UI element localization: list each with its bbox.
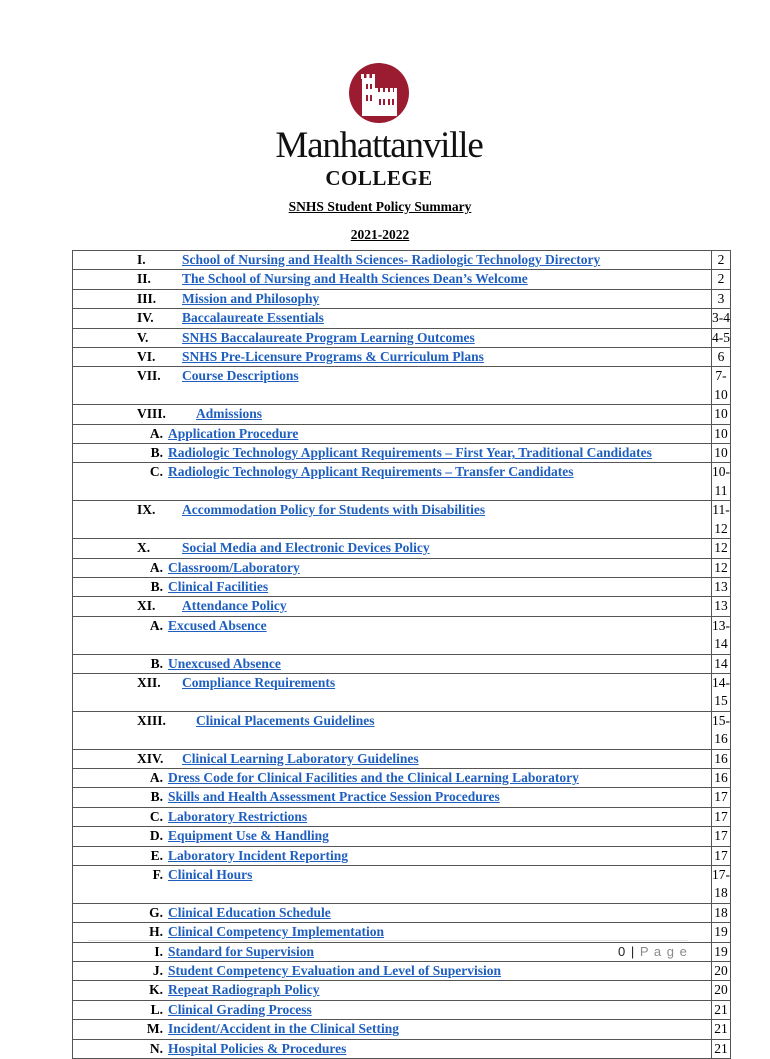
toc-entry	[73, 749, 712, 768]
toc-entry-number: I.	[137, 252, 146, 267]
toc-entry-number: M.	[146, 1021, 163, 1037]
toc-row	[73, 962, 731, 981]
toc-entry	[73, 289, 712, 308]
toc-entry	[73, 444, 712, 463]
toc-entry-number: G.	[149, 904, 163, 920]
toc-entry	[73, 348, 712, 367]
toc-page-number: 2	[712, 251, 731, 270]
toc-entry-link[interactable]: Social Media and Electronic Devices Policy	[182, 540, 430, 556]
toc-entry-number: N.	[149, 1040, 163, 1056]
toc-row	[73, 827, 731, 846]
toc-page-number: 10	[712, 405, 731, 424]
toc-entry-link[interactable]: Clinical Placements Guidelines	[196, 712, 375, 728]
toc-entry-number: L.	[150, 1001, 163, 1017]
toc-entry-link[interactable]: Accommodation Policy for Students with Disabilities	[182, 502, 486, 518]
toc-entry-number: K.	[149, 982, 163, 998]
toc-entry-number: V.	[137, 329, 149, 345]
toc-entry-link[interactable]: Skills and Health Assessment Practice Session Procedures	[168, 789, 500, 805]
toc-entry	[73, 367, 712, 405]
toc-row	[73, 616, 731, 654]
toc-row	[73, 558, 731, 577]
toc-entry-number: F.	[152, 867, 163, 882]
toc-entry	[73, 1020, 712, 1039]
toc-entry	[73, 903, 712, 922]
toc-entry	[73, 424, 712, 443]
toc-entry-number: A.	[149, 769, 163, 785]
toc-page-number: 20	[712, 981, 731, 1000]
toc-row	[73, 328, 731, 347]
toc-row	[73, 463, 731, 501]
page-footer	[618, 944, 688, 959]
toc-page-number: 17	[712, 846, 731, 865]
toc-entry-number: IX.	[137, 502, 156, 518]
toc-entry-number: H.	[149, 924, 163, 940]
toc-entry	[73, 463, 712, 501]
toc-row	[73, 903, 731, 922]
toc-entry-number: VII.	[137, 368, 161, 384]
toc-page-number: 18	[712, 903, 731, 922]
toc-page-number: 10	[712, 444, 731, 463]
toc-entry-number: A.	[149, 425, 163, 441]
toc-page-number: 19	[712, 942, 731, 961]
toc-entry-number: B.	[150, 789, 163, 805]
toc-entry-link[interactable]: School of Nursing and Health Sciences- Radiologic Technology Directory	[182, 252, 601, 267]
toc-entry	[73, 251, 712, 270]
toc-entry-link[interactable]: The School of Nursing and Health Sciences Dean’s Welcome	[182, 271, 528, 287]
toc-row	[73, 501, 731, 539]
toc-page-number: 16	[712, 749, 731, 768]
toc-entry	[73, 711, 712, 749]
toc-row	[73, 788, 731, 807]
toc-page-number: 10-11	[712, 463, 731, 501]
toc-page-number: 3-4	[712, 309, 731, 328]
college-name: Manhattanville	[275, 125, 483, 166]
toc-page-number: 17	[712, 788, 731, 807]
toc-entry-link[interactable]: Repeat Radiograph Policy	[168, 982, 320, 998]
toc-entry-link[interactable]: Radiologic Technology Applicant Requirements – First Year, Traditional Candidates	[168, 445, 652, 461]
toc-entry	[73, 616, 712, 654]
toc-page-number: 13	[712, 597, 731, 616]
toc-entry	[73, 501, 712, 539]
page-number: 0	[618, 944, 627, 959]
toc-page-number: 16	[712, 768, 731, 787]
toc-page-number: 21	[712, 1039, 731, 1058]
toc-entry-link[interactable]: Student Competency Evaluation and Level of Supervision	[168, 963, 502, 979]
toc-page-number: 12	[712, 558, 731, 577]
toc-row	[73, 749, 731, 768]
toc-page-number: 10	[712, 424, 731, 443]
toc-entry-link[interactable]: Hospital Policies & Procedures	[168, 1040, 347, 1056]
toc-entry-number: I.	[154, 943, 163, 959]
toc-row	[73, 309, 731, 328]
toc-entry-link[interactable]: Radiologic Technology Applicant Requirements – Transfer Candidates	[168, 464, 574, 480]
toc-entry	[73, 654, 712, 673]
toc-row	[73, 866, 731, 904]
toc-entry-link[interactable]: Attendance Policy	[182, 598, 287, 614]
toc-page-number: 20	[712, 962, 731, 981]
toc-entry	[73, 942, 712, 961]
toc-entry-link[interactable]: Baccalaureate Essentials	[182, 310, 324, 326]
toc-entry-link[interactable]: Mission and Philosophy	[182, 290, 320, 306]
toc-entry-number: E.	[150, 847, 163, 863]
toc-row	[73, 251, 731, 270]
toc-entry-number: VIII.	[137, 406, 166, 422]
toc-entry-number: B.	[150, 445, 163, 461]
toc-entry-number: III.	[137, 290, 157, 306]
toc-entry	[73, 558, 712, 577]
toc-row	[73, 711, 731, 749]
toc-entry-link[interactable]: Clinical Learning Laboratory Guidelines	[182, 750, 419, 766]
toc-page-number: 11-12	[712, 501, 731, 539]
toc-entry-link[interactable]: Dress Code for Clinical Facilities and the Clinical Learning Laboratory	[168, 769, 579, 785]
toc-page-number: 4-5	[712, 328, 731, 347]
toc-page-number: 17-18	[712, 866, 731, 904]
toc-entry-link[interactable]: Incident/Accident in the Clinical Setting	[168, 1021, 400, 1037]
toc-row	[73, 424, 731, 443]
toc-entry-link[interactable]: Clinical Hours	[168, 867, 253, 882]
toc-page-number: 15-16	[712, 711, 731, 749]
toc-entry-link[interactable]: Clinical Grading Process	[168, 1001, 312, 1017]
toc-page-number: 17	[712, 827, 731, 846]
toc-page-number: 14-15	[712, 673, 731, 711]
toc-entry-number: II.	[137, 271, 151, 287]
toc-entry-link[interactable]: Equipment Use & Handling	[168, 828, 329, 844]
toc-entry-number: D.	[149, 828, 163, 844]
document-title: SNHS Student Policy Summary	[288, 199, 472, 214]
toc-entry-number: A.	[149, 617, 163, 633]
toc-entry-link[interactable]: Laboratory Incident Reporting	[168, 847, 348, 863]
toc-entry-link[interactable]: Compliance Requirements	[182, 674, 336, 690]
toc-entry-number: VI.	[137, 349, 156, 365]
toc-entry	[73, 866, 712, 904]
toc-page-number: 17	[712, 807, 731, 826]
toc-row	[73, 1020, 731, 1039]
college-logo	[248, 62, 518, 192]
toc-page-number: 21	[712, 1000, 731, 1019]
toc-row	[73, 539, 731, 558]
toc-entry	[73, 827, 712, 846]
toc-row	[73, 597, 731, 616]
toc-entry-number: XIV.	[137, 750, 164, 766]
toc-page-number: 19	[712, 923, 731, 942]
toc-entry-number: XI.	[137, 598, 156, 614]
castle-seal-icon	[348, 62, 410, 124]
toc-entry	[73, 270, 712, 289]
toc-row	[73, 348, 731, 367]
toc-row	[73, 577, 731, 596]
toc-row	[73, 405, 731, 424]
page-label: P a g e	[639, 944, 688, 959]
toc-row	[73, 270, 731, 289]
toc-row	[73, 444, 731, 463]
toc-row	[73, 654, 731, 673]
toc-entry-number: B.	[150, 578, 163, 594]
toc-entry-number: B.	[150, 655, 163, 671]
toc-entry-number: XII.	[137, 674, 161, 690]
toc-page-number: 7-10	[712, 367, 731, 405]
toc-row	[73, 981, 731, 1000]
toc-entry	[73, 577, 712, 596]
toc-entry	[73, 673, 712, 711]
toc-entry-number: A.	[149, 559, 163, 575]
toc-entry	[73, 1000, 712, 1019]
page-separator: |	[630, 944, 636, 959]
academic-year: 2021-2022	[350, 227, 410, 242]
toc-entry-number: XIII.	[137, 712, 166, 728]
toc-entry-link[interactable]: Course Descriptions	[182, 368, 299, 384]
toc-entry	[73, 539, 712, 558]
toc-page-number: 6	[712, 348, 731, 367]
toc-entry-number: C.	[149, 808, 163, 824]
toc-entry	[73, 1039, 712, 1058]
toc-entry	[73, 981, 712, 1000]
toc-row	[73, 807, 731, 826]
toc-page-number: 21	[712, 1020, 731, 1039]
toc-page-number: 14	[712, 654, 731, 673]
toc-entry	[73, 788, 712, 807]
toc-entry-link[interactable]: Laboratory Restrictions	[168, 808, 308, 824]
college-subtitle: COLLEGE	[325, 166, 433, 190]
toc-entry-link[interactable]: Application Procedure	[168, 425, 299, 441]
table-of-contents	[72, 250, 731, 1059]
toc-entry	[73, 597, 712, 616]
toc-entry	[73, 846, 712, 865]
toc-entry-number: IV.	[137, 310, 154, 326]
toc-entry	[73, 405, 712, 424]
toc-entry	[73, 807, 712, 826]
toc-entry-link[interactable]: Clinical Competency Implementation	[168, 924, 384, 940]
toc-entry-link[interactable]: Admissions	[196, 406, 263, 422]
toc-entry-number: X.	[137, 540, 151, 556]
toc-entry-link[interactable]: Clinical Facilities	[168, 578, 269, 594]
toc-entry-link[interactable]: Standard for Supervision	[168, 943, 315, 959]
toc-row	[73, 673, 731, 711]
toc-row	[73, 768, 731, 787]
toc-entry	[73, 962, 712, 981]
toc-entry-link[interactable]: Unexcused Absence	[168, 655, 281, 671]
toc-row	[73, 289, 731, 308]
toc-row	[73, 846, 731, 865]
toc-row	[73, 367, 731, 405]
toc-entry-link[interactable]: SNHS Pre-Licensure Programs & Curriculum Plans	[182, 349, 484, 365]
toc-row	[73, 1000, 731, 1019]
footer-divider	[88, 940, 688, 941]
toc-page-number: 13-14	[712, 616, 731, 654]
toc-page-number: 13	[712, 577, 731, 596]
toc-entry-link[interactable]: Excused Absence	[168, 617, 267, 633]
toc-page-number: 2	[712, 270, 731, 289]
toc-entry-link[interactable]: Classroom/Laboratory	[168, 559, 300, 575]
toc-entry	[73, 768, 712, 787]
toc-entry-number: C.	[149, 464, 163, 480]
toc-entry-number: J.	[152, 963, 163, 979]
toc-row	[73, 1039, 731, 1058]
toc-entry-link[interactable]: Clinical Education Schedule	[168, 904, 331, 920]
toc-entry	[73, 309, 712, 328]
toc-entry	[73, 328, 712, 347]
toc-entry-link[interactable]: SNHS Baccalaureate Program Learning Outcomes	[182, 329, 475, 345]
toc-page-number: 3	[712, 289, 731, 308]
toc-page-number: 12	[712, 539, 731, 558]
